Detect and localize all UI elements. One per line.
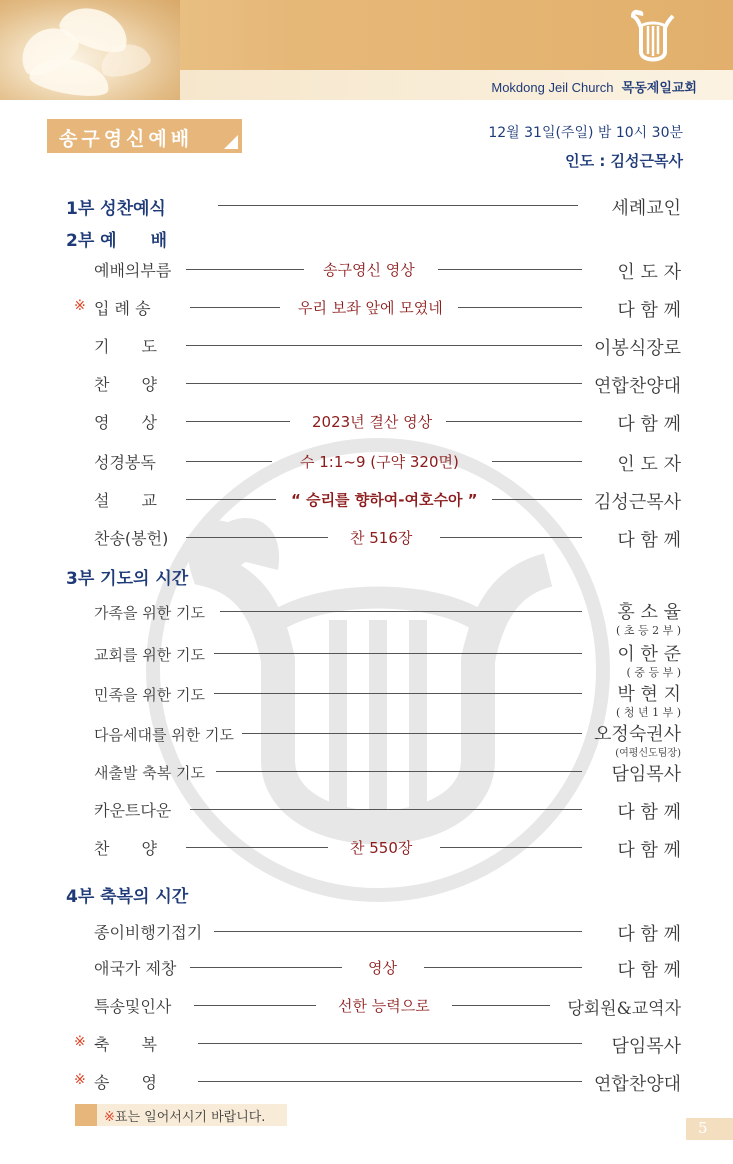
church-name-en: Mokdong Jeil Church	[491, 80, 614, 95]
item-right: 다 함 께	[617, 530, 681, 551]
item-right: 다 함 께	[617, 414, 681, 435]
leader-line	[214, 693, 582, 694]
item-label: 설 교	[94, 491, 157, 510]
leader-line	[194, 1005, 316, 1006]
leader-line	[438, 269, 582, 270]
leader-line	[492, 499, 582, 500]
footnote-text: 표는 일어서시기 바랍니다.	[114, 1110, 266, 1125]
item-right: 인 도 자	[617, 262, 681, 283]
leader-line	[186, 421, 290, 422]
list-item	[0, 450, 733, 480]
title-corner-fold	[224, 135, 238, 149]
item-right: 홍 소 율	[617, 602, 681, 623]
leader-line	[440, 537, 582, 538]
list-item	[0, 836, 733, 866]
item-sub: ( 중 등 부 )	[626, 666, 681, 679]
item-detail: 2023년 결산 영상	[312, 413, 433, 431]
list-item	[0, 1070, 733, 1100]
item-right: 박 현 지	[617, 684, 681, 705]
leader-line	[186, 383, 582, 384]
item-right: 담임목사	[611, 1036, 681, 1057]
item-sub: ( 초 등 2 부 )	[616, 624, 681, 637]
page-number: 5	[698, 1119, 708, 1137]
page-number-band	[686, 1118, 733, 1140]
lily-photo	[0, 0, 180, 100]
leader-line	[492, 461, 582, 462]
item-detail: 수 1:1~9 (구약 320면)	[300, 453, 459, 471]
list-item	[0, 526, 733, 556]
leader-line	[242, 733, 582, 734]
item-right: 이 한 준	[617, 644, 681, 665]
list-item	[0, 956, 733, 986]
item-detail: 우리 보좌 앞에 모였네	[298, 299, 443, 317]
leader-line	[216, 771, 582, 772]
leader-line	[198, 1043, 582, 1044]
service-title-box	[47, 119, 242, 153]
item-label: 찬 양	[94, 839, 157, 858]
item-right: 다 함 께	[617, 840, 681, 861]
list-item	[0, 600, 733, 637]
sermon-title: “ 승리를 향하여-여호수아 ”	[291, 491, 478, 509]
part1-right: 세례교인	[611, 198, 681, 219]
leader-line	[440, 847, 582, 848]
leader-line	[424, 967, 582, 968]
item-label: 영 상	[94, 413, 157, 432]
leader-line	[186, 537, 328, 538]
list-item	[0, 488, 733, 518]
leader-line	[190, 307, 280, 308]
service-leader: 인도 : 김성근목사	[565, 152, 683, 170]
item-right: 연합찬양대	[594, 376, 681, 397]
leader-line	[186, 499, 276, 500]
item-right: 다 함 께	[617, 802, 681, 823]
service-date: 12월 31일(주일) 밤 10시 30분	[488, 125, 683, 141]
item-label: 송 영	[94, 1073, 157, 1092]
leader-line	[190, 809, 582, 810]
standing-mark: ※	[74, 298, 86, 314]
list-item	[0, 372, 733, 402]
item-right: 당회원&교역자	[567, 999, 681, 1019]
page-header	[0, 0, 733, 100]
list-item	[0, 994, 733, 1024]
item-label: 기 도	[94, 337, 157, 356]
leader-line	[220, 611, 582, 612]
leader-line	[186, 847, 328, 848]
item-detail: 송구영신 영상	[323, 261, 415, 279]
leader-line	[458, 307, 582, 308]
item-label: 애국가 제창	[94, 959, 177, 978]
leader-line	[190, 967, 342, 968]
item-label: 입 례 송	[94, 299, 151, 318]
list-item	[0, 722, 733, 759]
lyre-dove-icon	[631, 8, 675, 68]
leader-line	[186, 345, 582, 346]
standing-mark: ※	[74, 1072, 86, 1088]
item-right: 오정숙권사	[594, 724, 681, 745]
item-right: 이봉식장로	[594, 338, 681, 359]
list-item	[0, 682, 733, 719]
list-item	[0, 296, 733, 326]
footnote-mark: ※	[104, 1110, 115, 1125]
list-item	[0, 258, 733, 288]
item-right: 김성근목사	[594, 492, 681, 513]
item-right: 다 함 께	[617, 960, 681, 981]
leader-line	[198, 1081, 582, 1082]
item-detail: 찬 550장	[350, 839, 413, 857]
leader-line	[186, 461, 272, 462]
item-label: 축 복	[94, 1035, 157, 1054]
item-right: 인 도 자	[617, 454, 681, 475]
standing-mark: ※	[74, 1034, 86, 1050]
item-label: 특송및인사	[94, 997, 172, 1016]
item-label: 찬 양	[94, 375, 157, 394]
item-label: 카운트다운	[94, 801, 172, 820]
item-label: 예배의부름	[94, 261, 172, 280]
list-item	[0, 410, 733, 440]
footnote	[104, 1106, 265, 1125]
item-label: 새출발 축복 기도	[94, 764, 205, 782]
item-label: 찬송(봉헌)	[94, 529, 169, 548]
part1-label: 1부 성찬예식	[66, 199, 166, 219]
item-detail: 영상	[368, 959, 397, 977]
service-title: 송구영신예배	[59, 128, 194, 150]
part1-row	[0, 194, 733, 224]
list-item	[0, 642, 733, 679]
list-item	[0, 760, 733, 790]
church-name	[491, 77, 697, 96]
leader-line	[446, 421, 582, 422]
list-item	[0, 798, 733, 828]
list-item	[0, 1032, 733, 1062]
list-item	[0, 920, 733, 950]
leader-line	[214, 931, 582, 932]
footnote-swatch	[75, 1104, 97, 1126]
item-right: 다 함 께	[617, 300, 681, 321]
part4-label: 4부 축복의 시간	[66, 887, 189, 907]
item-detail: 찬 516장	[350, 529, 413, 547]
item-label: 성경봉독	[94, 453, 156, 472]
item-right: 담임목사	[611, 764, 681, 785]
item-sub: ( 청 년 1 부 )	[616, 706, 681, 719]
list-item	[0, 334, 733, 364]
leader-line	[452, 1005, 550, 1006]
item-right: 연합찬양대	[594, 1074, 681, 1095]
item-label: 민족을 위한 기도	[94, 686, 205, 704]
leader-line	[214, 653, 582, 654]
item-label: 다음세대를 위한 기도	[94, 726, 234, 744]
item-detail: 선한 능력으로	[338, 997, 430, 1015]
church-name-ko: 목동제일교회	[621, 81, 697, 96]
item-label: 종이비행기접기	[94, 923, 203, 942]
leader-line	[218, 205, 578, 206]
part2-label: 2부 예 배	[66, 231, 168, 251]
part3-label: 3부 기도의 시간	[66, 569, 189, 589]
item-right: 다 함 께	[617, 924, 681, 945]
leader-line	[186, 269, 304, 270]
item-label: 교회를 위한 기도	[94, 646, 205, 664]
item-label: 가족을 위한 기도	[94, 604, 205, 622]
item-sub: (여평신도팀장)	[615, 748, 681, 759]
